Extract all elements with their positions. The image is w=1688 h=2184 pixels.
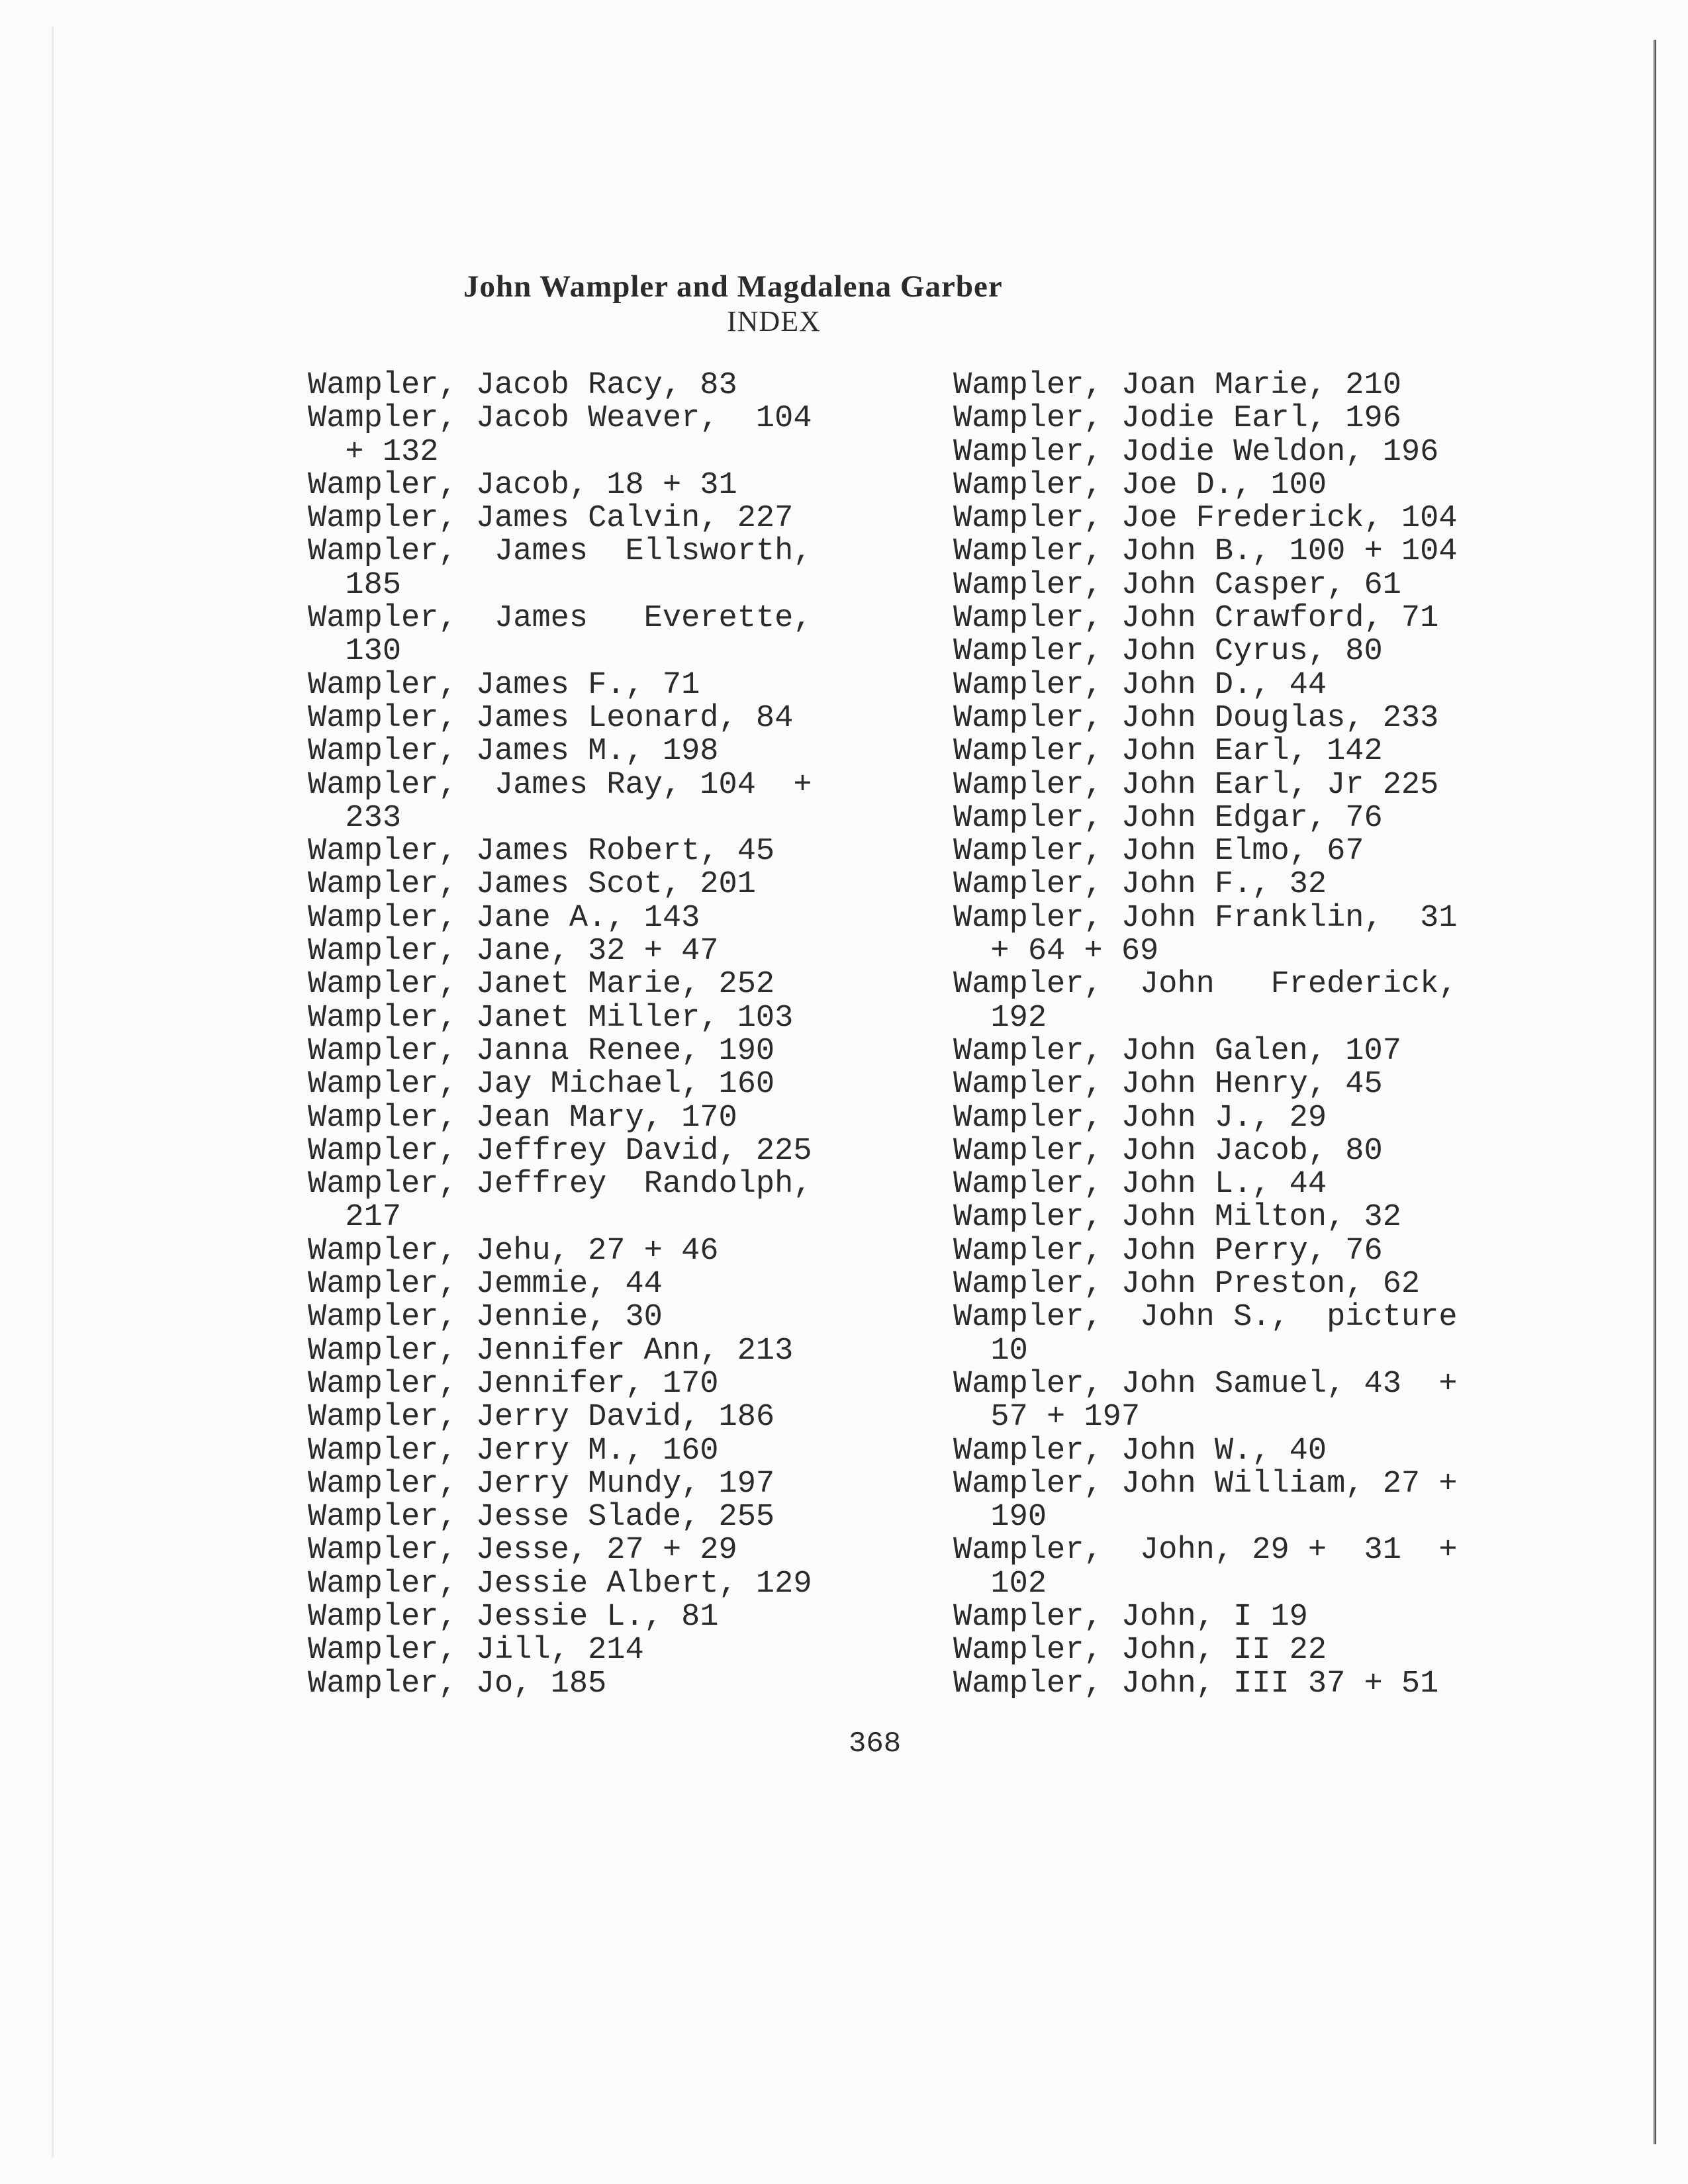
index-entry-text: Wampler, John, I 19 bbox=[953, 1599, 1308, 1635]
index-entry-text: Wampler, James Everette, bbox=[308, 601, 812, 637]
index-entry-continuation: 57 + 197 bbox=[953, 1400, 1141, 1435]
index-entry bbox=[308, 1102, 851, 1135]
index-entry-continuation: 10 bbox=[953, 1333, 1028, 1369]
index-entry-text: Wampler, Jerry David, 186 bbox=[308, 1400, 775, 1435]
index-column-left bbox=[308, 369, 851, 1701]
index-entry bbox=[953, 1601, 1496, 1634]
index-entry bbox=[308, 1501, 851, 1534]
index-entry-text: Wampler, John Frederick, bbox=[953, 967, 1458, 1003]
index-entry-text: Wampler, Janna Renee, 190 bbox=[308, 1033, 775, 1069]
index-entry-text: Wampler, John F., 32 bbox=[953, 867, 1327, 903]
index-entry-continuation: 217 bbox=[308, 1200, 402, 1236]
index-entry bbox=[308, 602, 851, 669]
index-entry-text: Wampler, John Franklin, 31 bbox=[953, 900, 1458, 936]
index-entry bbox=[308, 935, 851, 968]
index-entry bbox=[953, 735, 1496, 768]
index-entry-text: Wampler, Janet Miller, 103 bbox=[308, 1000, 794, 1036]
index-entry bbox=[953, 535, 1496, 569]
index-entry-text: Wampler, Jodie Weldon, 196 bbox=[953, 434, 1439, 470]
index-entry bbox=[308, 402, 851, 469]
index-entry bbox=[953, 569, 1496, 602]
index-entry-text: Wampler, John, II 22 bbox=[953, 1633, 1327, 1668]
index-entry-text: Wampler, Jill, 214 bbox=[308, 1633, 644, 1668]
index-entry-text: Wampler, John Douglas, 233 bbox=[953, 700, 1439, 736]
index-entry-text: Wampler, Jemmie, 44 bbox=[308, 1267, 663, 1302]
index-entry bbox=[308, 1335, 851, 1368]
index-entry bbox=[953, 402, 1496, 435]
index-entry bbox=[953, 1068, 1496, 1101]
index-entry-text: Wampler, James Robert, 45 bbox=[308, 834, 775, 870]
index-entry bbox=[308, 502, 851, 535]
index-entry bbox=[308, 1002, 851, 1035]
index-entry bbox=[953, 1634, 1496, 1667]
index-entry bbox=[308, 1634, 851, 1667]
index-column-right bbox=[953, 369, 1496, 1701]
index-entry bbox=[308, 1534, 851, 1567]
index-entry bbox=[308, 1401, 851, 1434]
index-entry-text: Wampler, John Cyrus, 80 bbox=[953, 634, 1383, 670]
index-entry bbox=[953, 1268, 1496, 1301]
index-entry-continuation: 185 bbox=[308, 567, 402, 603]
index-entry bbox=[953, 802, 1496, 835]
index-entry-text: Wampler, Jesse, 27 + 29 bbox=[308, 1533, 737, 1569]
index-entry-text: Wampler, James Ellsworth, bbox=[308, 534, 812, 570]
index-entry-text: Wampler, John Henry, 45 bbox=[953, 1067, 1383, 1103]
index-entry bbox=[953, 968, 1496, 1035]
index-entry bbox=[953, 635, 1496, 668]
index-entry-text: Wampler, John Preston, 62 bbox=[953, 1267, 1421, 1302]
index-entry-text: Wampler, Joe Frederick, 104 bbox=[953, 501, 1458, 537]
index-entry bbox=[308, 535, 851, 602]
index-entry-text: Wampler, John Edgar, 76 bbox=[953, 800, 1383, 836]
index-entry bbox=[308, 1235, 851, 1268]
index-entry-text: Wampler, Jennie, 30 bbox=[308, 1300, 663, 1336]
index-entry bbox=[308, 1435, 851, 1468]
index-entry bbox=[953, 1235, 1496, 1268]
index-entry-text: Wampler, Jessie L., 81 bbox=[308, 1599, 719, 1635]
index-entry bbox=[308, 968, 851, 1001]
index-entry-text: Wampler, Jane, 32 + 47 bbox=[308, 934, 719, 970]
index-entry bbox=[953, 1201, 1496, 1234]
index-entry bbox=[308, 1468, 851, 1501]
index-entry-text: Wampler, John, 29 + 31 + bbox=[953, 1533, 1458, 1569]
index-entry-text: Wampler, Jeffrey Randolph, bbox=[308, 1167, 812, 1203]
index-entry bbox=[953, 1301, 1496, 1368]
index-entry-text: Wampler, John Earl, 142 bbox=[953, 734, 1383, 770]
index-entry bbox=[308, 469, 851, 502]
index-entry bbox=[308, 769, 851, 836]
index-entry bbox=[953, 1368, 1496, 1435]
index-entry bbox=[308, 1368, 851, 1401]
index-entry-text: Wampler, John Milton, 32 bbox=[953, 1200, 1401, 1236]
index-entry bbox=[308, 669, 851, 702]
page-title: John Wampler and Magdalena Garber bbox=[463, 269, 1003, 304]
index-entry bbox=[308, 1268, 851, 1301]
index-entry bbox=[308, 1568, 851, 1601]
index-entry-text: Wampler, Jehu, 27 + 46 bbox=[308, 1233, 719, 1269]
index-entry-text: Wampler, Jacob Racy, 83 bbox=[308, 368, 737, 403]
index-entry bbox=[953, 1168, 1496, 1201]
index-entry-text: Wampler, Jessie Albert, 129 bbox=[308, 1566, 812, 1602]
index-entry bbox=[953, 369, 1496, 402]
index-entry-text: Wampler, James Calvin, 227 bbox=[308, 501, 794, 537]
index-entry bbox=[953, 1668, 1496, 1701]
index-entry bbox=[953, 1102, 1496, 1135]
index-entry-text: Wampler, John Jacob, 80 bbox=[953, 1133, 1383, 1169]
index-entry bbox=[953, 1534, 1496, 1601]
index-entry bbox=[953, 868, 1496, 901]
index-entry-text: Wampler, Janet Marie, 252 bbox=[308, 967, 775, 1003]
index-entry-text: Wampler, James Leonard, 84 bbox=[308, 700, 794, 736]
index-entry-text: Wampler, John S., picture bbox=[953, 1300, 1458, 1336]
index-entry bbox=[953, 1468, 1496, 1535]
scan-left-shadow bbox=[52, 26, 54, 2158]
index-entry bbox=[308, 835, 851, 868]
index-entry bbox=[308, 1601, 851, 1634]
index-entry-text: Wampler, Jean Mary, 170 bbox=[308, 1100, 737, 1136]
index-entry bbox=[953, 602, 1496, 635]
index-entry-continuation: 102 bbox=[953, 1566, 1047, 1602]
index-entry-text: Wampler, John William, 27 + bbox=[953, 1466, 1458, 1502]
index-entry bbox=[308, 1301, 851, 1334]
index-entry-text: Wampler, Jennifer, 170 bbox=[308, 1366, 719, 1402]
page-number: 368 bbox=[849, 1727, 902, 1760]
index-entry-text: Wampler, Jerry M., 160 bbox=[308, 1433, 719, 1469]
index-entry-continuation: 190 bbox=[953, 1500, 1047, 1535]
index-entry-text: Wampler, John Earl, Jr 225 bbox=[953, 767, 1439, 803]
index-entry-text: Wampler, Jane A., 143 bbox=[308, 900, 700, 936]
index-entry-text: Wampler, James Ray, 104 + bbox=[308, 767, 812, 803]
index-entry-text: Wampler, Jodie Earl, 196 bbox=[953, 401, 1401, 437]
scan-right-edge bbox=[1653, 40, 1656, 2144]
index-entry bbox=[308, 1168, 851, 1235]
index-entry-text: Wampler, Joan Marie, 210 bbox=[953, 368, 1401, 403]
index-entry-text: Wampler, John L., 44 bbox=[953, 1167, 1327, 1203]
index-entry-text: Wampler, John, III 37 + 51 bbox=[953, 1666, 1439, 1702]
index-entry bbox=[953, 702, 1496, 735]
index-entry-text: Wampler, Jerry Mundy, 197 bbox=[308, 1466, 775, 1502]
index-entry-continuation: 130 bbox=[308, 634, 402, 670]
index-entry-text: Wampler, James M., 198 bbox=[308, 734, 719, 770]
index-entry-text: Wampler, John Perry, 76 bbox=[953, 1233, 1383, 1269]
index-entry bbox=[308, 1668, 851, 1701]
index-entry-text: Wampler, John B., 100 + 104 bbox=[953, 534, 1458, 570]
index-entry bbox=[953, 1435, 1496, 1468]
index-entry-text: Wampler, Jeffrey David, 225 bbox=[308, 1133, 812, 1169]
index-entry bbox=[308, 369, 851, 402]
index-entry-continuation: 192 bbox=[953, 1000, 1047, 1036]
index-entry-text: Wampler, James Scot, 201 bbox=[308, 867, 756, 903]
index-entry-text: Wampler, John J., 29 bbox=[953, 1100, 1327, 1136]
index-entry bbox=[953, 835, 1496, 868]
index-entry bbox=[953, 436, 1496, 469]
index-entry bbox=[308, 868, 851, 901]
index-entry bbox=[308, 702, 851, 735]
index-entry bbox=[953, 502, 1496, 535]
index-entry-continuation: 233 bbox=[308, 800, 402, 836]
index-entry-continuation: + 64 + 69 bbox=[953, 934, 1159, 970]
index-entry-text: Wampler, John D., 44 bbox=[953, 667, 1327, 703]
index-entry-text: Wampler, John W., 40 bbox=[953, 1433, 1327, 1469]
index-entry-text: Wampler, Jesse Slade, 255 bbox=[308, 1500, 775, 1535]
index-entry bbox=[953, 1135, 1496, 1168]
index-entry-text: Wampler, Joe D., 100 bbox=[953, 467, 1327, 503]
index-entry bbox=[953, 1035, 1496, 1068]
index-entry-continuation: + 132 bbox=[308, 434, 439, 470]
index-entry-text: Wampler, Jo, 185 bbox=[308, 1666, 607, 1702]
index-entry bbox=[953, 902, 1496, 969]
index-entry-text: Wampler, Jay Michael, 160 bbox=[308, 1067, 775, 1103]
index-entry bbox=[308, 1068, 851, 1101]
index-entry-text: Wampler, John Casper, 61 bbox=[953, 567, 1401, 603]
index-entry bbox=[308, 735, 851, 768]
index-entry-text: Wampler, Jacob, 18 + 31 bbox=[308, 467, 737, 503]
index-entry-text: Wampler, Jennifer Ann, 213 bbox=[308, 1333, 794, 1369]
index-entry-text: Wampler, John Galen, 107 bbox=[953, 1033, 1401, 1069]
index-entry bbox=[953, 469, 1496, 502]
index-entry bbox=[953, 769, 1496, 802]
index-entry-text: Wampler, Jacob Weaver, 104 bbox=[308, 401, 812, 437]
index-entry bbox=[308, 1035, 851, 1068]
index-entry-text: Wampler, John Samuel, 43 + bbox=[953, 1366, 1458, 1402]
page-subtitle: INDEX bbox=[727, 305, 821, 338]
index-entry bbox=[953, 669, 1496, 702]
index-entry-text: Wampler, John Crawford, 71 bbox=[953, 601, 1439, 637]
index-entry-text: Wampler, James F., 71 bbox=[308, 667, 700, 703]
index-entry-text: Wampler, John Elmo, 67 bbox=[953, 834, 1364, 870]
index-entry bbox=[308, 902, 851, 935]
index-entry bbox=[308, 1135, 851, 1168]
